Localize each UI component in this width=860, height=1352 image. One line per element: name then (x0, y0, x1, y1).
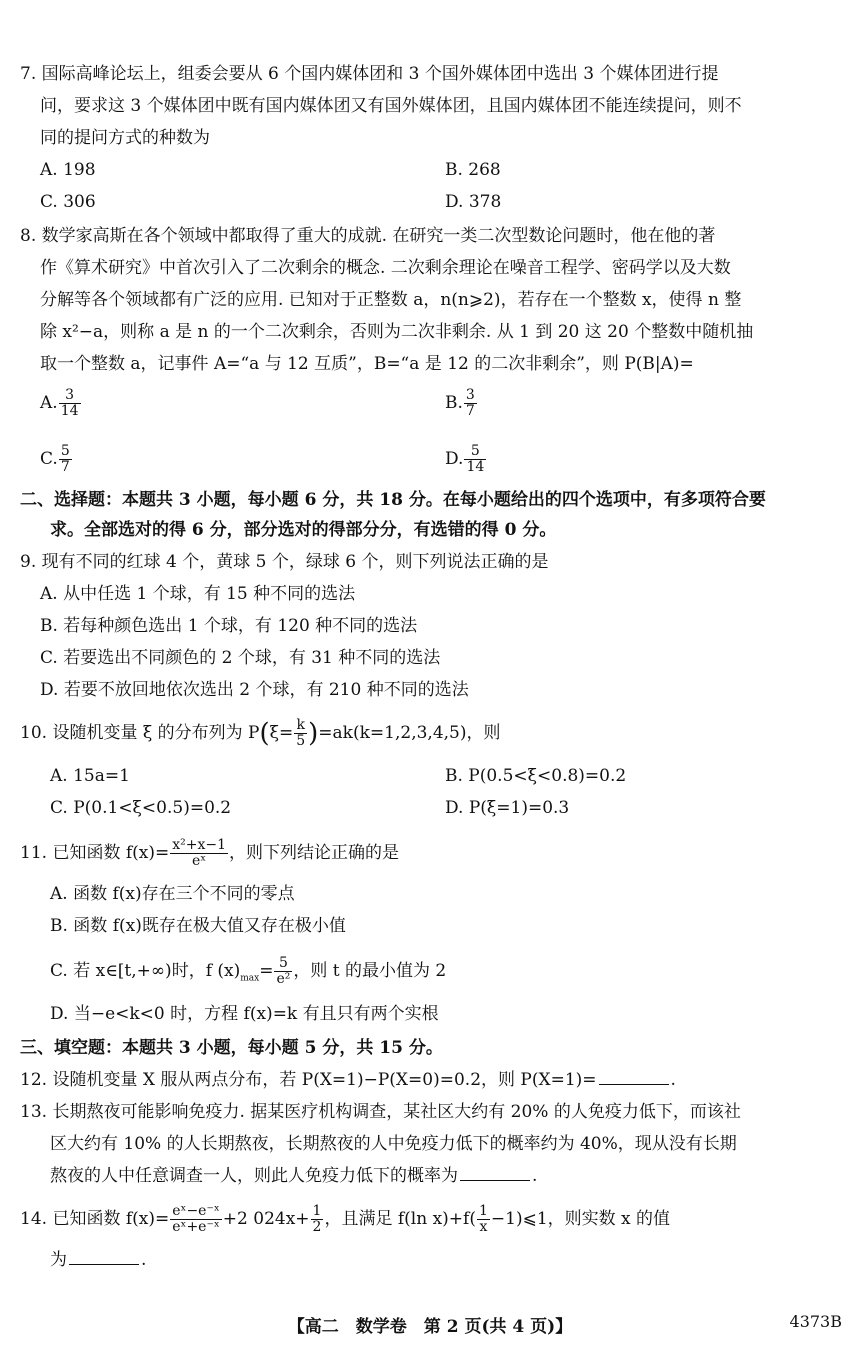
section-3-heading: 三、填空题：本题共 3 小题，每小题 5 分，共 15 分。 (20, 1038, 443, 1058)
q11-option-a: A. 函数 f(x)存在三个不同的零点 (50, 884, 295, 904)
q14-line-1: 14. 已知函数 f(x)= $\frac{\text{eˣ−e⁻ˣ}}{\text{eˣ+e⁻ˣ}}$ +2 024x+ $\frac{1}{2}$ ，且满足 f(ln x)+f( $\frac{1}{x}$ −1)⩽1，则实数 x 的值 (20, 1203, 671, 1235)
q10-stem: 10. 设随机变量 ξ 的分布列为 P(ξ= $\frac{k}{5}$ )=ak(k=1,2,3,4,5)，则 (20, 717, 501, 749)
q11-option-b: B. 函数 f(x)既存在极大值又存在极小值 (50, 916, 346, 936)
q9-stem: 9. 现有不同的红球 4 个，黄球 5 个，绿球 6 个，则下列说法正确的是 (20, 552, 549, 572)
q8-line-5: 取一个整数 a，记事件 A=“a 与 12 互质”，B=“a 是 12 的二次非剩余”，则 P(B|A)= (40, 354, 694, 374)
q13-line-3: 熬夜的人中任意调查一人，则此人免疫力低下的概率为 . (50, 1166, 538, 1186)
q8-option-a: A. $\frac{3}{14}$ (40, 387, 79, 419)
q10-option-c: C. P(0.1<ξ<0.5)=0.2 (50, 798, 232, 818)
q7-option-d: D. 378 (445, 192, 502, 212)
q12-answer-blank[interactable] (599, 1068, 669, 1085)
q8-option-b: B. $\frac{3}{7}$ (445, 387, 475, 419)
q8-line-2: 作《算术研究》中首次引入了二次剩余的概念. 二次剩余理论在噪音工程学、密码学以及大数 (40, 258, 731, 278)
q8-line-4: 除 x²−a，则称 a 是 n 的一个二次剩余，否则为二次非剩余. 从 1 到 20 这 20 个整数中随机抽 (40, 322, 754, 342)
section-2-line-1: 二、选择题：本题共 3 小题，每小题 6 分，共 18 分。在每小题给出的四个选项中，有多项符合要 (20, 490, 766, 510)
q7-option-b: B. 268 (445, 160, 501, 180)
q7-option-c: C. 306 (40, 192, 96, 212)
exam-code: 4373B (789, 1312, 842, 1331)
q11-option-d: D. 当−e<k<0 时，方程 f(x)=k 有且只有两个实根 (50, 1004, 439, 1024)
q7-line-1: 7. 国际高峰论坛上，组委会要从 6 个国内媒体团和 3 个国外媒体团中选出 3 个媒体团进行提 (20, 64, 719, 84)
q8-line-1: 8. 数学家高斯在各个领域中都取得了重大的成就. 在研究一类二次型数论问题时，他在他的著 (20, 226, 716, 246)
q13-line-2: 区大约有 10% 的人长期熬夜，长期熬夜的人中免疫力低下的概率约为 40%，现从没有长期 (50, 1134, 737, 1154)
q8-option-d: D. $\frac{5}{14}$ (445, 443, 485, 475)
q10-option-a: A. 15a=1 (50, 766, 130, 786)
section-2-line-2: 求。全部选对的得 6 分，部分选对的得部分分，有选错的得 0 分。 (50, 520, 557, 540)
q14-line-2: 为 . (50, 1250, 147, 1270)
q13-line-1: 13. 长期熬夜可能影响免疫力. 据某医疗机构调查，某社区大约有 20% 的人免疫力低下，而该社 (20, 1102, 741, 1122)
q8-option-c: C. $\frac{5}{7}$ (40, 443, 70, 475)
q9-option-d: D. 若要不放回地依次选出 2 个球，有 210 种不同的选法 (40, 680, 469, 700)
q10-option-b: B. P(0.5<ξ<0.8)=0.2 (445, 766, 627, 786)
q14-answer-blank[interactable] (69, 1248, 139, 1265)
q10-option-d: D. P(ξ=1)=0.3 (445, 798, 570, 818)
page-footer: 【高二 数学卷 第 2 页(共 4 页)】 (287, 1317, 573, 1337)
question-12: 12. 设随机变量 X 服从两点分布，若 P(X=1)−P(X=0)=0.2，则 P(X=1)= . (20, 1070, 676, 1090)
q9-option-c: C. 若要选出不同颜色的 2 个球，有 31 种不同的选法 (40, 648, 441, 668)
q7-option-a: A. 198 (40, 160, 96, 180)
q13-answer-blank[interactable] (460, 1164, 530, 1181)
q11-option-c: C. 若 x∈[t,+∞)时，f $(x)_{max}=$ $\frac{5}{\text{e²}}$ ，则 t 的最小值为 2 (50, 955, 447, 987)
q7-line-2: 问，要求这 3 个媒体团中既有国内媒体团又有国外媒体团，且国内媒体团不能连续提问，则不 (40, 96, 742, 116)
q11-stem: 11. 已知函数 f(x)= $\frac{\text{x²+x−1}}{\text{eˣ}}$ ，则下列结论正确的是 (20, 837, 400, 869)
q8-line-3: 分解等各个领域都有广泛的应用. 已知对于正整数 a，n(n⩾2)，若存在一个整数 x，使得 n 整 (40, 290, 742, 310)
q9-option-b: B. 若每种颜色选出 1 个球，有 120 种不同的选法 (40, 616, 418, 636)
q7-line-3: 同的提问方式的种数为 (40, 128, 210, 148)
q9-option-a: A. 从中任选 1 个球，有 15 种不同的选法 (40, 584, 356, 604)
